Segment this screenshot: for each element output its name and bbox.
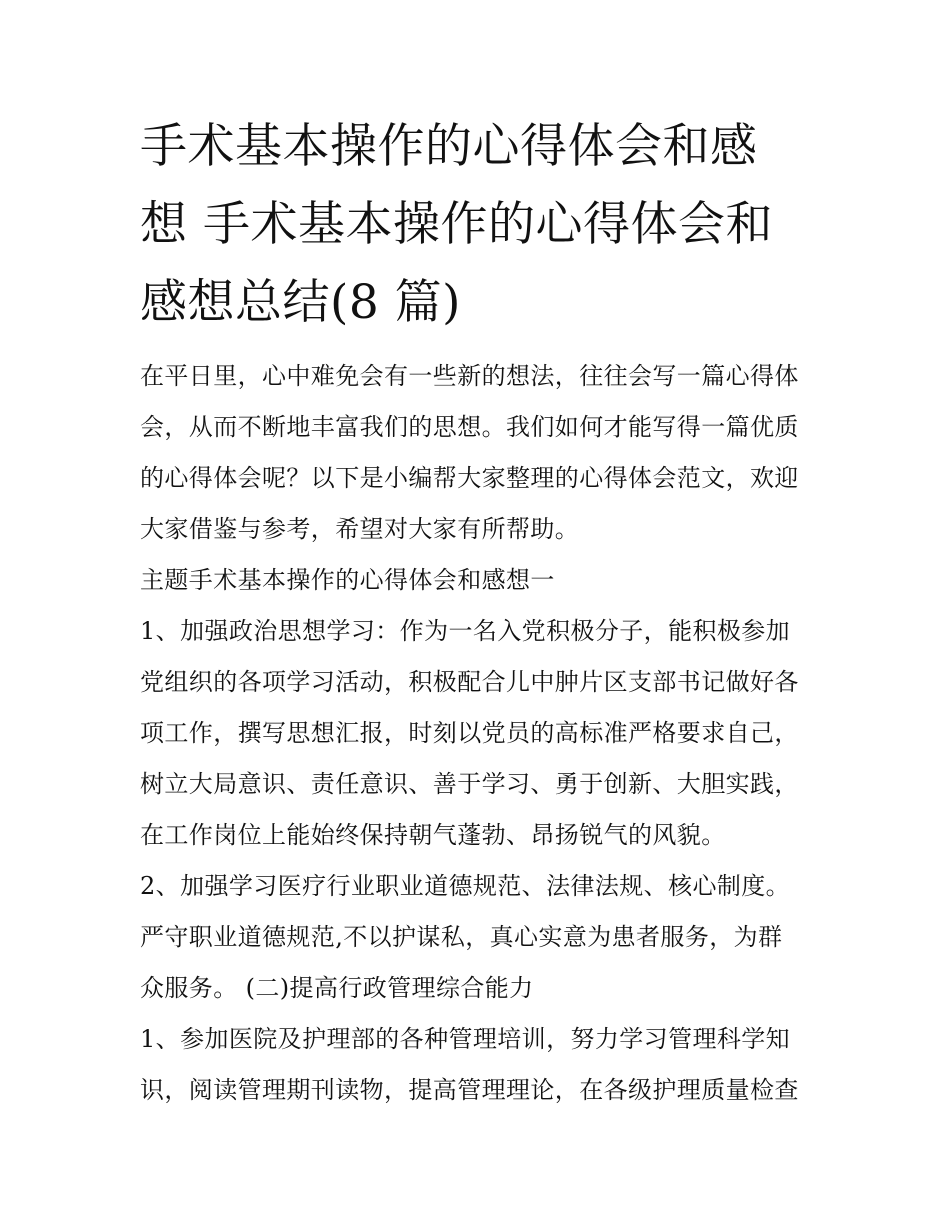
body-line: 的心得体会呢？以下是小编帮大家整理的心得体会范文，欢迎 <box>140 464 799 492</box>
document-content <box>140 108 815 1116</box>
body-line: 在工作岗位上能始终保持朝气蓬勃、昂扬锐气的风貌。 <box>140 821 726 849</box>
body-line: 会，从而不断地丰富我们的思想。我们如何才能写得一篇优质 <box>140 413 799 441</box>
body-line: 党组织的各项学习活动，积极配合儿中肿片区支部书记做好各 <box>140 668 799 696</box>
body-line: 1、参加医院及护理部的各种管理培训，努力学习管理科学知 <box>140 1025 791 1053</box>
section-heading: 主题手术基本操作的心得体会和感想一 <box>140 566 555 594</box>
title-line: 手术基本操作的心得体会和感 <box>140 119 758 174</box>
body-line: 2、加强学习医疗行业职业道德规范、法律法规、核心制度。 <box>140 872 791 900</box>
body-line: 众服务。 (二)提高行政管理综合能力 <box>140 974 534 1002</box>
title-line: 感想总结(8 篇) <box>140 275 462 330</box>
body-line: 树立大局意识、责任意识、善于学习、勇于创新、大胆实践， <box>140 770 799 798</box>
body-line: 在平日里，心中难免会有一些新的想法，往往会写一篇心得体 <box>140 362 799 390</box>
body-line: 严守职业道德规范,不以护谋私，真心实意为患者服务，为群 <box>140 923 783 951</box>
body-line: 识，阅读管理期刊读物，提高管理理论，在各级护理质量检查 <box>140 1076 799 1104</box>
body-line: 大家借鉴与参考，希望对大家有所帮助。 <box>140 515 580 543</box>
document-body <box>140 351 815 1116</box>
title-line: 想 手术基本操作的心得体会和 <box>140 197 773 252</box>
body-line: 1、加强政治思想学习：作为一名入党积极分子，能积极参加 <box>140 617 791 645</box>
body-line: 项工作，撰写思想汇报，时刻以党员的高标准严格要求自己， <box>140 719 799 747</box>
document-title <box>140 108 815 342</box>
